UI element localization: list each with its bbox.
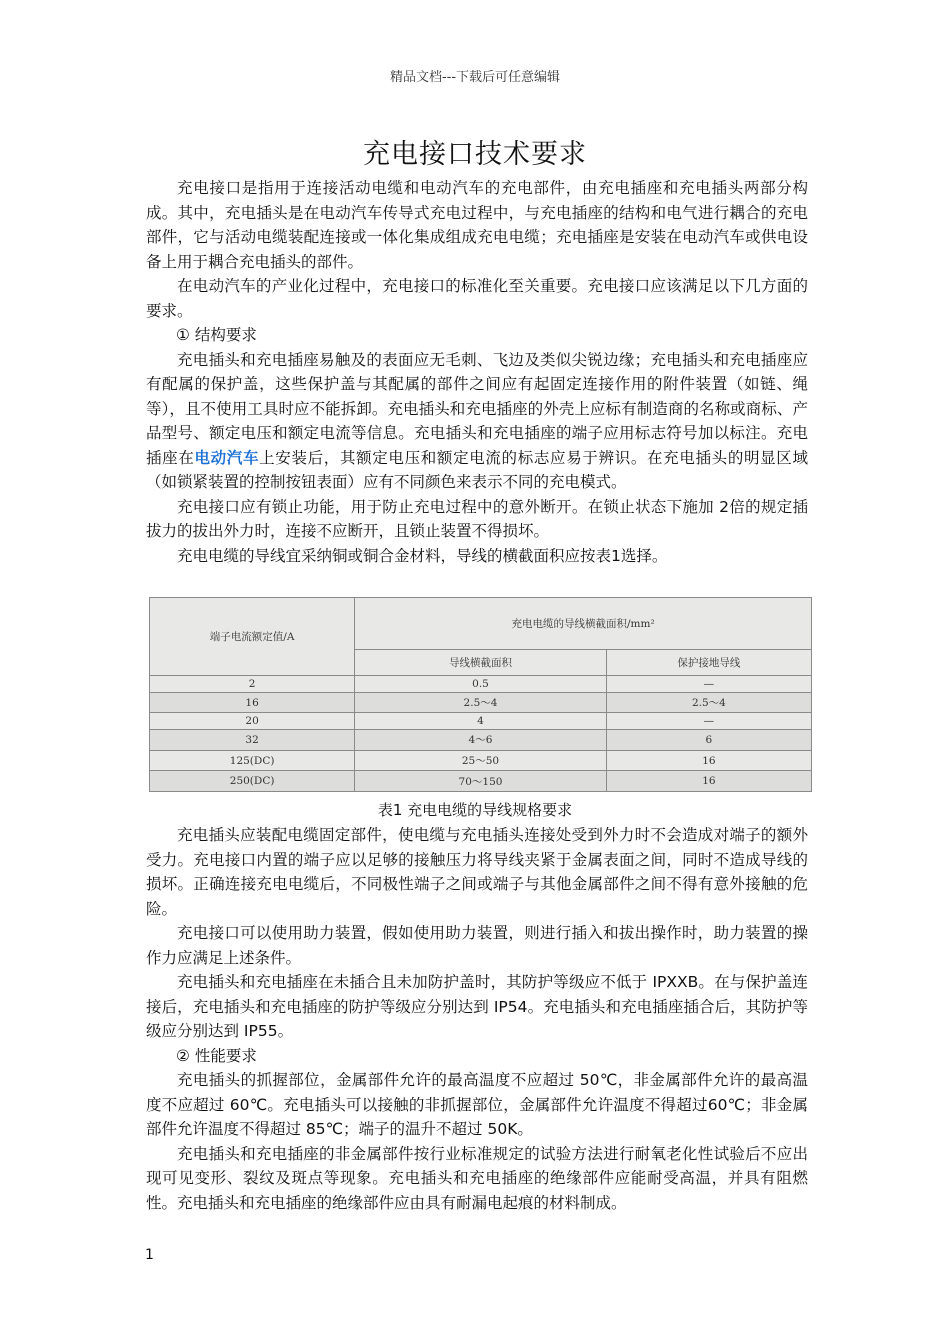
document-title: 充电接口技术要求 xyxy=(363,139,587,170)
cell-rating: 250(DC) xyxy=(150,771,355,792)
cell-protective-earth: — xyxy=(606,676,811,693)
conductor-spec-table xyxy=(149,597,812,792)
paragraph-cable-fixing: 充电插头应装配电缆固定部件，使电缆与充电插头连接处受到外力时不会造成对端子的额外受力。充电接口内置的端子应以足够的接触压力将导线夹紧于金属表面之间，同时不造成导线的损坏。正确连接充电电缆后，不同极性端子之间或端子与其他金属部件之间不得有意外接触的危险。 xyxy=(146,826,808,918)
cell-protective-earth: 6 xyxy=(606,730,811,751)
paragraph-standardization: 在电动汽车的产业化过程中，充电接口的标准化至关重要。充电接口应该满足以下几方面的要求。 xyxy=(146,277,808,320)
cell-cross-section: 25～50 xyxy=(355,750,607,771)
cell-cross-section: 4 xyxy=(355,713,607,730)
table-row xyxy=(150,730,812,751)
header-cross-section-group: 充电电缆的导线横截面积/mm² xyxy=(355,598,812,650)
paragraph-protection-rating: 充电插头和充电插座在未插合且未加防护盖时，其防护等级应不低于 IPXXB。在与保护盖连接后，充电插头和充电插座的防护等级应分别达到 IP54。充电插头和充电插座插合后，其防护等级应分别达到 IP55。 xyxy=(146,973,808,1040)
table-row xyxy=(150,713,812,730)
paragraph-conductor: 充电电缆的导线宜采纳铜或铜合金材料，导线的横截面积应按表1选择。 xyxy=(177,546,668,565)
paragraph-assist-device: 充电接口可以使用助力装置，假如使用助力装置，则进行插入和拔出操作时，助力装置的操作力应满足上述条件。 xyxy=(146,924,808,967)
page-header: 精品文档---下载后可任意编辑 xyxy=(389,70,561,85)
cell-rating: 32 xyxy=(150,730,355,751)
cell-protective-earth: 16 xyxy=(606,771,811,792)
cell-cross-section: 0.5 xyxy=(355,676,607,693)
header-protective-earth: 保护接地导线 xyxy=(606,650,811,676)
cell-rating: 125(DC) xyxy=(150,750,355,771)
heading-structure-requirements: ① 结构要求 xyxy=(176,326,257,344)
conductor-spec-table-image xyxy=(149,597,812,792)
cell-protective-earth: — xyxy=(606,713,811,730)
heading-performance-requirements: ② 性能要求 xyxy=(176,1046,257,1065)
section-performance xyxy=(146,823,808,1215)
cell-rating: 20 xyxy=(150,713,355,730)
table-row xyxy=(150,771,812,792)
paragraph-definition: 充电接口是指用于连接活动电缆和电动汽车的充电部件，由充电插座和充电插头两部分构成。其中，充电插头是在电动汽车传导式充电过程中，与充电插座的结构和电气进行耦合的充电部件，它与活动电缆装配连接或一体化集成组成充电电缆；充电插座是安装在电动汽车或供电设备上用于耦合充电插头的部件。 xyxy=(146,179,808,271)
page-number: 1 xyxy=(145,1247,154,1263)
table-row xyxy=(150,692,812,713)
cell-cross-section: 70～150 xyxy=(355,771,607,792)
paragraph-structure-part2: 上安装后，其额定电压和额定电流的标志应易于辨识。在充电插头的明显区域（如锁紧装置的控制按钮表面）应有不同颜色来表示不同的充电模式。 xyxy=(146,448,808,491)
paragraph-structure xyxy=(146,348,808,495)
paragraph-structure-part1: 充电插头和充电插座易触及的表面应无毛刺、飞边及类似尖锐边缘；充电插头和充电插座应有配属的保护盖，这些保护盖与其配属的部件之间应有起固定连接作用的附件装置（如链、绳等），且不使用工具时应不能拆卸。充电插头和充电插座的外壳上应标有制造商的名称或商标、产品型号、额定电压和额定电流等信息。充电插头和充电插座的端子应用标志符号加以标注。充电插座在 xyxy=(146,350,808,467)
table-row xyxy=(150,676,812,693)
cell-rating: 2 xyxy=(150,676,355,693)
table-caption: 表1 充电电缆的导线规格要求 xyxy=(377,801,573,819)
electric-vehicle-link[interactable]: 电动汽车 xyxy=(194,448,260,467)
paragraph-aging-insulation: 充电插头和充电插座的非金属部件按行业标准规定的试验方法进行耐氧老化性试验后不应出现可见变形、裂纹及斑点等现象。充电插头和充电插座的绝缘部件应能耐受高温，并具有阻燃性。充电插头和充电插座的绝缘部件应由具有耐漏电起痕的材料制成。 xyxy=(146,1144,808,1212)
paragraph-temperature: 充电插头的抓握部位，金属部件允许的最高温度不应超过 50℃，非金属部件允许的最高温度不应超过 60℃。充电插头可以接触的非抓握部位，金属部件允许温度不得超过60℃；非金属部件允许温度不得超过 85℃；端子的温升不超过 50K。 xyxy=(146,1071,808,1138)
paragraph-locking: 充电接口应有锁止功能，用于防止充电过程中的意外断开。在锁止状态下施加 2倍的规定插拔力的拔出外力时，连接不应断开，且锁止装置不得损坏。 xyxy=(146,497,808,540)
cell-cross-section: 4～6 xyxy=(355,730,607,751)
cell-protective-earth: 2.5～4 xyxy=(606,692,811,713)
table-row xyxy=(150,750,812,771)
cell-rating: 16 xyxy=(150,692,355,713)
section-intro xyxy=(146,176,808,568)
cell-protective-earth: 16 xyxy=(606,750,811,771)
header-current-rating: 端子电流额定值/A xyxy=(150,598,355,676)
cell-cross-section: 2.5～4 xyxy=(355,692,607,713)
header-conductor-cross-section: 导线横截面积 xyxy=(355,650,607,676)
